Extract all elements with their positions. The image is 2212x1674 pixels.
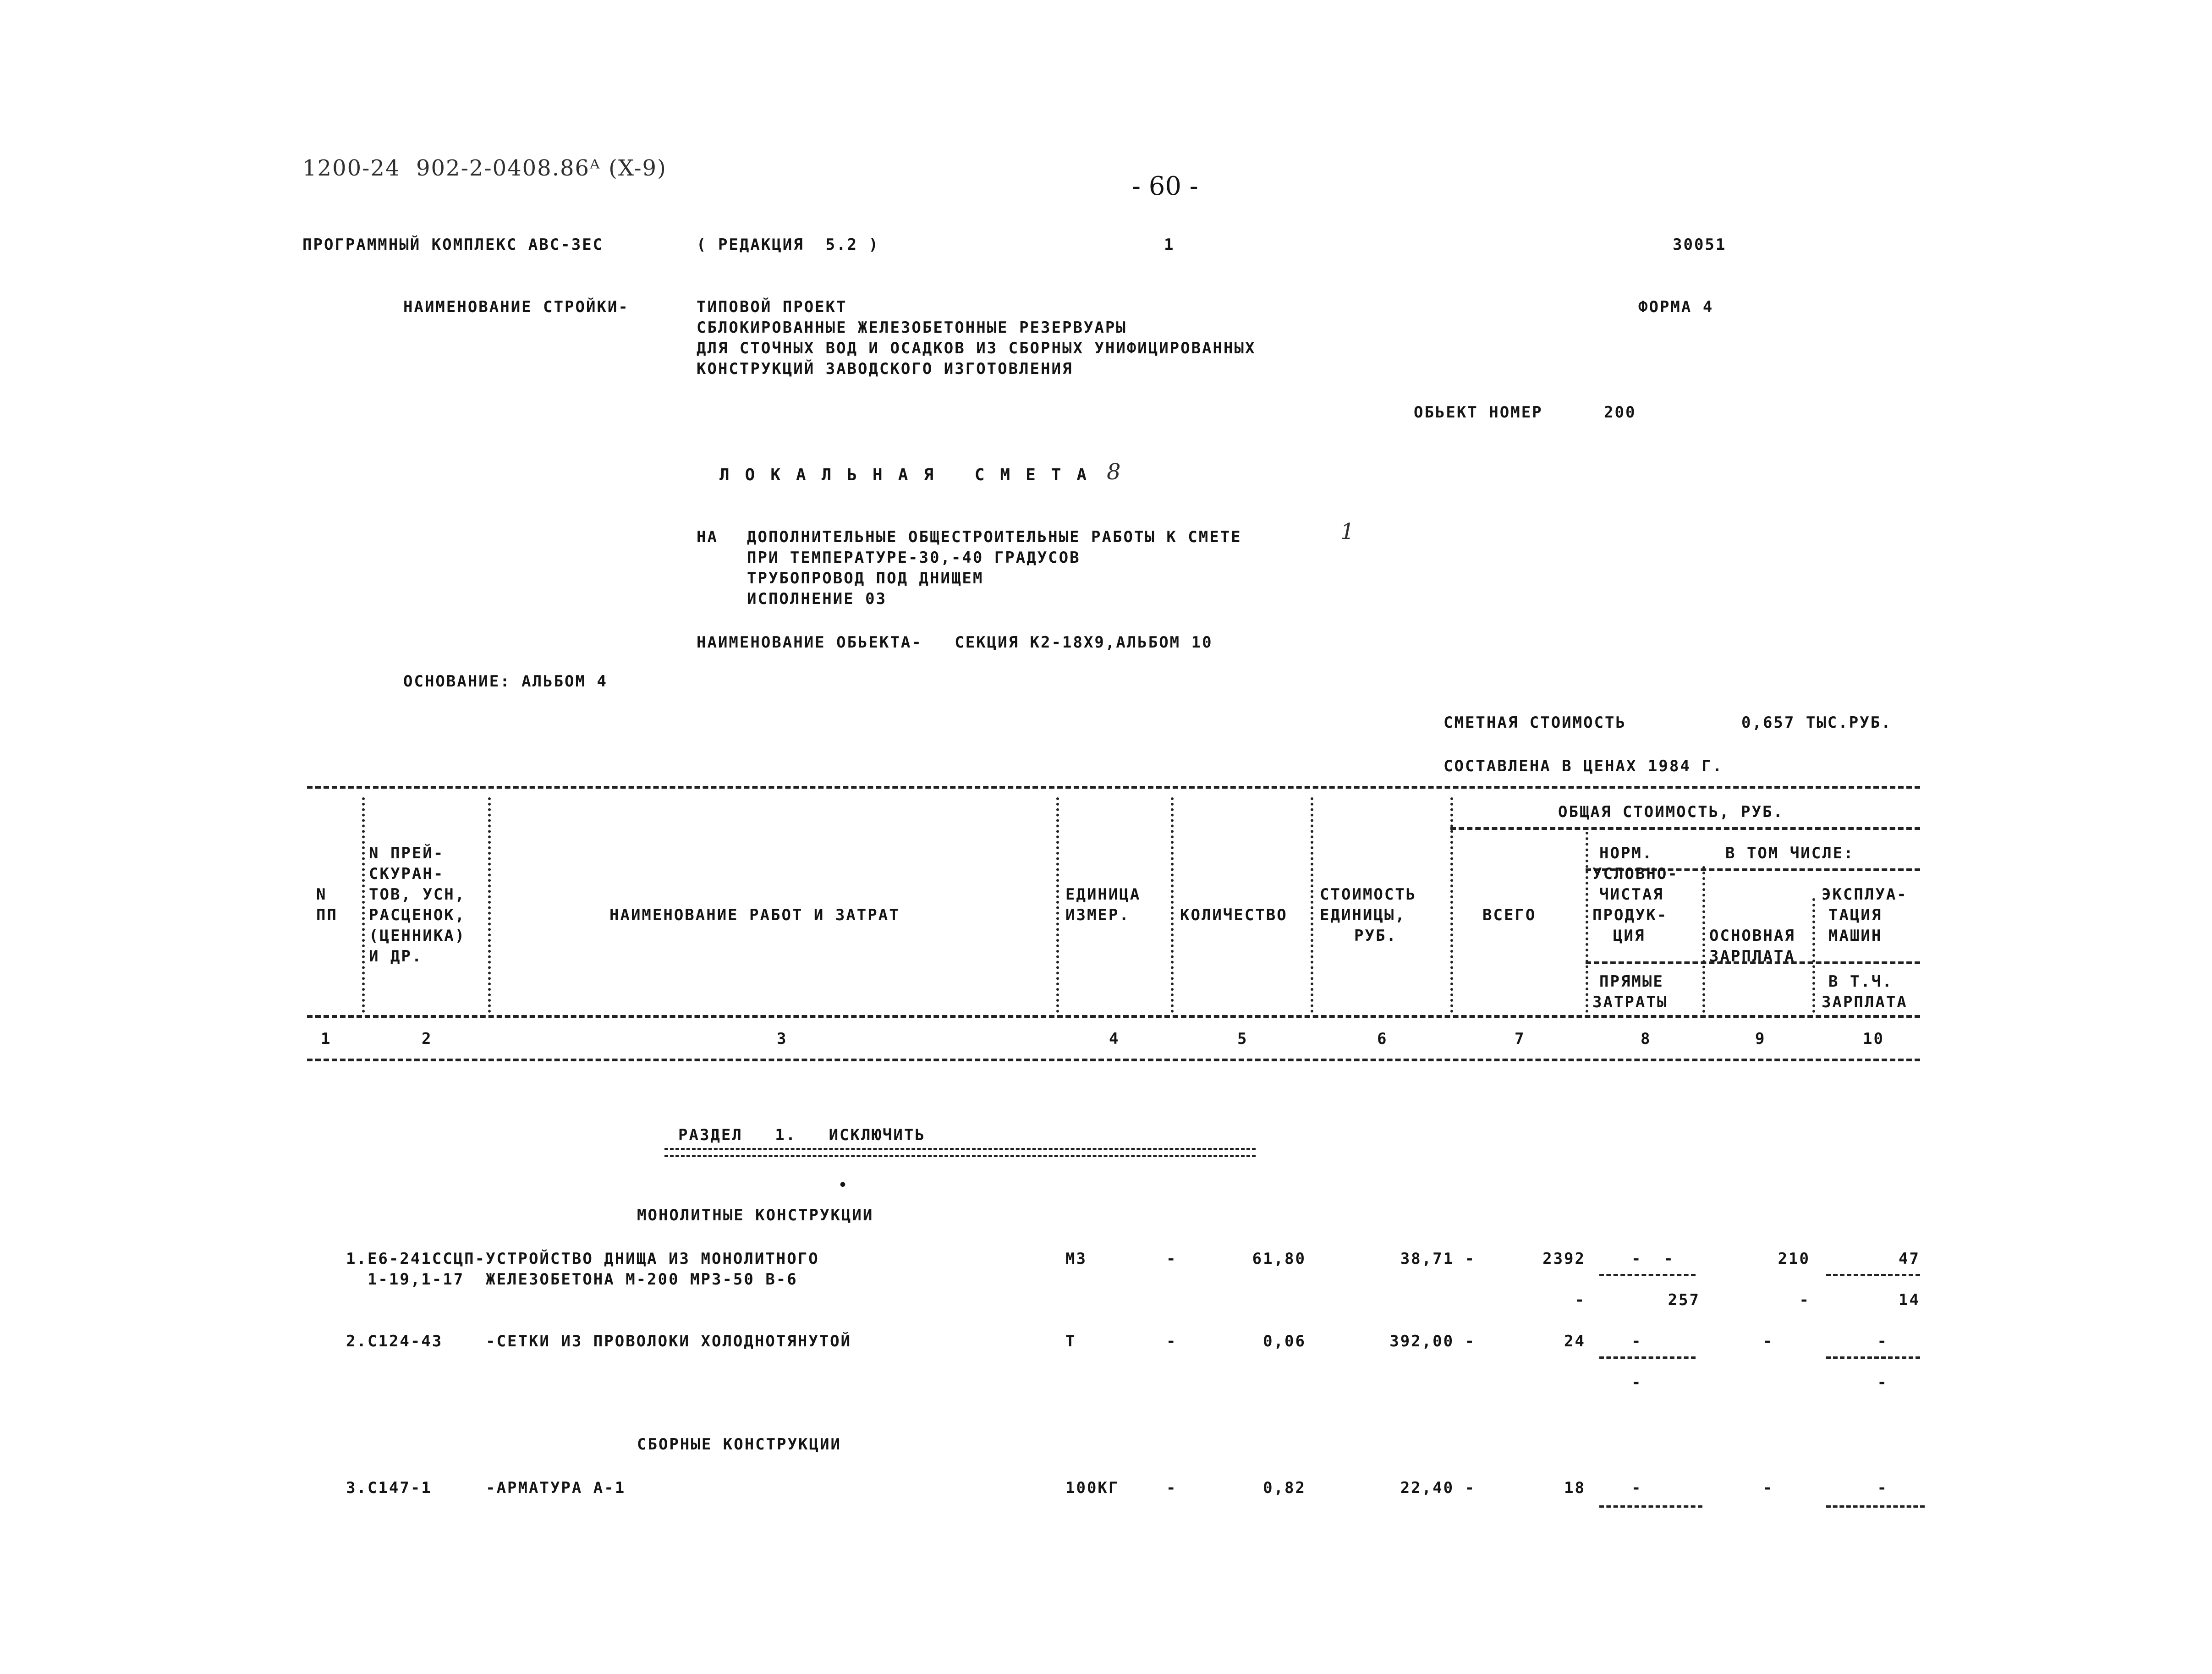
- construction-name-line: ДЛЯ СТОЧНЫХ ВОД И ОСАДКОВ ИЗ СБОРНЫХ УНИФИЦИРОВАННЫХ: [697, 339, 1256, 357]
- price-level: СОСТАВЛЕНА В ЦЕНАХ 1984 Г.: [1444, 757, 1723, 775]
- program-name: ПРОГРАММНЫЙ КОМПЛЕКС АВС-3ЕС: [302, 236, 604, 254]
- column-number: 1: [321, 1030, 332, 1048]
- row-unit-price: 392,00 -: [1389, 1332, 1476, 1350]
- form-number: ФОРМА 4: [1638, 298, 1714, 316]
- row-machine-operation: -: [1877, 1332, 1888, 1350]
- row-unit-price: 22,40 -: [1400, 1479, 1476, 1497]
- header-unit-price: РУБ.: [1354, 927, 1397, 945]
- row-machine-operation: -: [1877, 1479, 1888, 1497]
- column-number: 9: [1755, 1030, 1766, 1048]
- purpose-line: ТРУБОПРОВОД ПОД ДНИЩЕМ: [747, 569, 984, 587]
- document-code: 1200-24 902-2-0408.86ᴬ (X-9): [302, 155, 667, 181]
- row-description: 1-19,1-17 ЖЕЛЕЗОБЕТОНА М-200 МРЗ-50 В-6: [346, 1270, 798, 1289]
- row-quantity: 61,80: [1252, 1250, 1306, 1268]
- column-number: 3: [777, 1030, 788, 1048]
- subsection-title: МОНОЛИТНЫЕ КОНСТРУКЦИИ: [637, 1206, 874, 1224]
- basis: ОСНОВАНИЕ: АЛЬБОМ 4: [403, 672, 608, 691]
- header-net-production: НОРМ.: [1599, 844, 1653, 862]
- row-base-salary: -: [1762, 1479, 1773, 1497]
- row-description: 1.Е6-241ССЦП-УСТРОЙСТВО ДНИЩА ИЗ МОНОЛИТНОГО: [346, 1250, 819, 1268]
- row-unit: Т: [1065, 1332, 1076, 1350]
- cell-rule: [1826, 1505, 1925, 1508]
- column-divider: [1702, 866, 1705, 1013]
- column-divider: [362, 797, 365, 1013]
- cell-rule: [1599, 1274, 1696, 1276]
- table-top-rule: [307, 786, 1920, 789]
- header-machine-operation: ТАЦИЯ: [1828, 906, 1883, 924]
- row-total-sub: -: [1575, 1291, 1586, 1309]
- row-direct-costs: -: [1631, 1373, 1642, 1392]
- object-number-label: ОБЬЕКТ НОМЕР: [1414, 403, 1543, 422]
- column-divider: [1171, 797, 1174, 1013]
- column-number: 5: [1237, 1030, 1248, 1048]
- header-pricelist: N ПРЕЙ-: [369, 844, 445, 862]
- cell-rule: [1826, 1356, 1920, 1359]
- header-n: N: [316, 885, 327, 904]
- header-direct-costs: ЗАТРАТЫ: [1592, 993, 1668, 1011]
- column-divider: [1812, 898, 1815, 1013]
- column-number: 7: [1515, 1030, 1526, 1048]
- row-total: 24: [1564, 1332, 1586, 1350]
- subsection-title: СБОРНЫЕ КОНСТРУКЦИИ: [637, 1435, 841, 1454]
- header-net-production: УСЛОВНО-: [1592, 865, 1679, 883]
- column-divider: [1311, 797, 1313, 1013]
- purpose-line: ИСПОЛНЕНИЕ 03: [747, 590, 887, 608]
- mark-dot: •: [839, 1177, 849, 1193]
- column-divider: [1586, 832, 1588, 1013]
- row-net-production: - -: [1631, 1250, 1674, 1268]
- header-base-salary: ЗАРПЛАТА: [1709, 947, 1795, 966]
- row-direct-costs: 257: [1668, 1291, 1700, 1309]
- edition: ( РЕДАКЦИЯ 5.2 ): [697, 236, 879, 254]
- construction-name-line: КОНСТРУКЦИЙ ЗАВОДСКОГО ИЗГОТОВЛЕНИЯ: [697, 360, 1073, 378]
- object-name: НАИМЕНОВАНИЕ ОБЬЕКТА- СЕКЦИЯ К2-18Х9,АЛЬБОМ 10: [697, 633, 1213, 652]
- column-number: 8: [1641, 1030, 1652, 1048]
- header-work-name: НАИМЕНОВАНИЕ РАБОТ И ЗАТРАТ: [609, 906, 900, 924]
- row-unit: 100КГ: [1065, 1479, 1120, 1497]
- header-pricelist: РАСЦЕНОК,: [369, 906, 466, 924]
- column-number: 10: [1863, 1030, 1884, 1048]
- page-number: - 60 -: [1132, 171, 1198, 201]
- row-description: 2.С124-43 -СЕТКИ ИЗ ПРОВОЛОКИ ХОЛОДНОТЯНУТОЙ: [346, 1332, 852, 1350]
- header-unit-price: ЕДИНИЦЫ,: [1320, 906, 1406, 924]
- purpose-estimate-number: 1: [1340, 519, 1356, 544]
- row-quantity: 0,06: [1263, 1332, 1306, 1350]
- construction-name-line: СБЛОКИРОВАННЫЕ ЖЕЛЕЗОБЕТОННЫЕ РЕЗЕРВУАРЫ: [697, 318, 1127, 337]
- row-machine-salary: -: [1877, 1373, 1888, 1392]
- estimate-number: 8: [1107, 459, 1122, 485]
- header-net-production: ПРОДУК-: [1592, 906, 1668, 924]
- header-total: ВСЕГО: [1482, 906, 1537, 924]
- construction-name-line: ТИПОВОЙ ПРОЕКТ: [697, 298, 847, 316]
- cell-rule: [1826, 1274, 1920, 1276]
- row-base-salary: 210: [1778, 1250, 1810, 1268]
- construction-name-label: НАИМЕНОВАНИЕ СТРОЙКИ-: [403, 298, 629, 316]
- header-quantity: КОЛИЧЕСТВО: [1180, 906, 1288, 924]
- cell-rule: [1599, 1505, 1702, 1508]
- row-dash: -: [1166, 1479, 1177, 1497]
- header-machine-operation: ЭКСПЛУА-: [1822, 885, 1908, 904]
- column-number: 6: [1377, 1030, 1388, 1048]
- header-unit: ЕДИНИЦА: [1065, 885, 1141, 904]
- row-quantity: 0,82: [1263, 1479, 1306, 1497]
- header-pp: ПП: [316, 906, 338, 924]
- header-pricelist: ТОВ, УСН,: [369, 885, 466, 904]
- header-including: В ТОМ ЧИСЛЕ:: [1725, 844, 1855, 862]
- row-unit-price: 38,71 -: [1400, 1250, 1476, 1268]
- header-unit: ИЗМЕР.: [1065, 906, 1130, 924]
- row-description: 3.С147-1 -АРМАТУРА А-1: [346, 1479, 626, 1497]
- row-dash: -: [1166, 1250, 1177, 1268]
- row-unit: М3: [1065, 1250, 1087, 1268]
- column-number: 4: [1109, 1030, 1120, 1048]
- cell-rule: [1599, 1356, 1696, 1359]
- table-header-rule: [307, 1015, 1920, 1018]
- group-header-rule: [1450, 827, 1920, 830]
- header-pricelist: СКУРАН-: [369, 865, 445, 883]
- header-machine-salary: В Т.Ч.: [1828, 972, 1893, 991]
- header-pricelist: (ЦЕННИКА): [369, 927, 466, 945]
- purpose-line: ПРИ ТЕМПЕРАТУРЕ-30,-40 ГРАДУСОВ: [747, 549, 1081, 567]
- row-machine-salary: 14: [1899, 1291, 1920, 1309]
- row-base-salary-sub: -: [1799, 1291, 1810, 1309]
- purpose-line: ДОПОЛНИТЕЛЬНЫЕ ОБЩЕСТРОИТЕЛЬНЫЕ РАБОТЫ К СМЕТЕ: [747, 528, 1242, 546]
- document-title: ЛОКАЛЬНАЯ СМЕТА: [719, 466, 1103, 484]
- row-total: 18: [1564, 1479, 1586, 1497]
- header-unit-price: СТОИМОСТЬ: [1320, 885, 1417, 904]
- row-net-production: -: [1631, 1479, 1642, 1497]
- row-dash: -: [1166, 1332, 1177, 1350]
- header-base-salary: ОСНОВНАЯ: [1709, 927, 1795, 945]
- column-divider: [1056, 797, 1059, 1013]
- estimated-cost-value: 0,657 ТЫС.РУБ.: [1741, 714, 1892, 732]
- section-title: РАЗДЕЛ 1. ИСКЛЮЧИТЬ: [678, 1126, 926, 1144]
- header-pricelist: И ДР.: [369, 947, 423, 966]
- purpose-label: НА: [697, 528, 718, 546]
- header-net-production: ЦИЯ: [1613, 927, 1646, 945]
- header-total-group: ОБЩАЯ СТОИМОСТЬ, РУБ.: [1558, 803, 1784, 821]
- column-number: 2: [422, 1030, 433, 1048]
- column-divider: [1450, 797, 1453, 1013]
- header-net-production: ЧИСТАЯ: [1599, 885, 1664, 904]
- row-machine-operation: 47: [1899, 1250, 1920, 1268]
- estimated-cost-label: СМЕТНАЯ СТОИМОСТЬ: [1444, 714, 1626, 732]
- row-total: 2392: [1542, 1250, 1586, 1268]
- document-number: 30051: [1673, 236, 1727, 254]
- object-number: 200: [1604, 403, 1636, 422]
- sheet-number: 1: [1164, 236, 1175, 254]
- row-net-production: -: [1631, 1332, 1642, 1350]
- header-machine-salary: ЗАРПЛАТА: [1822, 993, 1908, 1011]
- column-divider: [488, 797, 491, 1013]
- row-base-salary: -: [1762, 1332, 1773, 1350]
- table-number-rule: [307, 1059, 1920, 1061]
- header-machine-operation: МАШИН: [1828, 927, 1883, 945]
- section-underline: [664, 1148, 1256, 1157]
- header-direct-costs: ПРЯМЫЕ: [1599, 972, 1664, 991]
